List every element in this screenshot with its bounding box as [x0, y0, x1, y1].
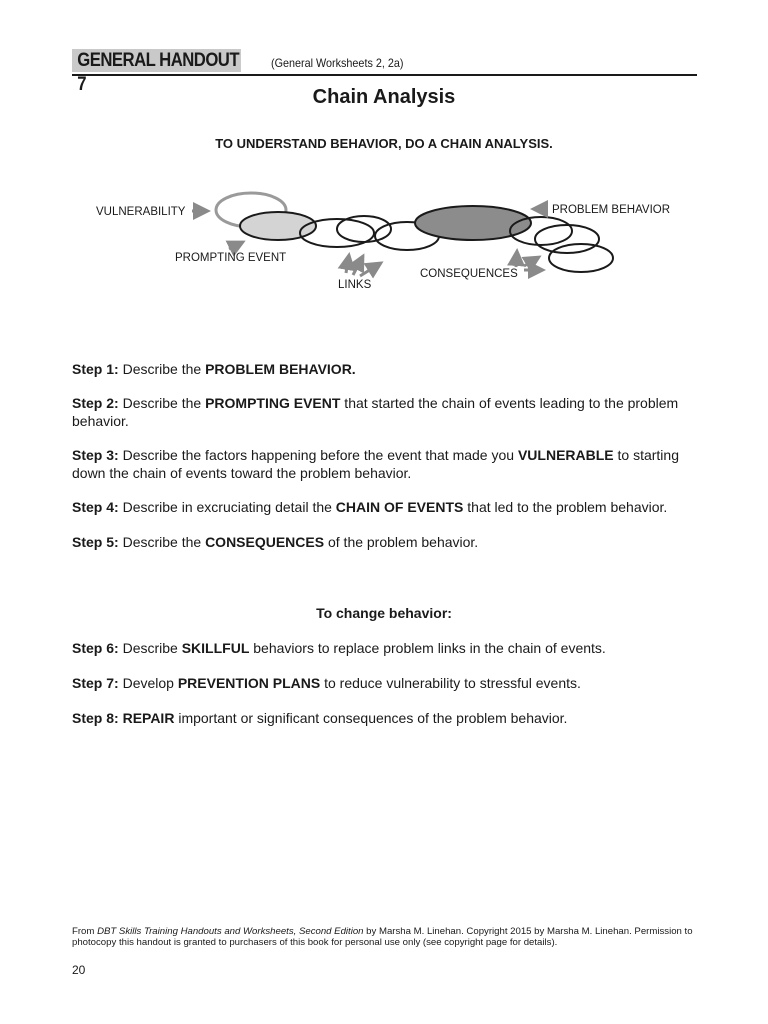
step-8: [72, 709, 702, 727]
step-text: Describe the: [118, 361, 206, 377]
step-text: of the problem behavior.: [324, 534, 479, 550]
step-1: [72, 360, 702, 378]
step-keyword: PROMPTING EVENT: [205, 395, 341, 411]
footer-text: by Marsha M. Linehan. Copyright 2015 by Marsha M. Linehan. Permission to photocopy this handout is granted to purchasers of this book for personal use only (see copyright page for details).: [72, 926, 693, 948]
page-subtitle: TO UNDERSTAND BEHAVIOR, DO A CHAIN ANALYSIS.: [215, 136, 553, 151]
step-label: Step 6:: [72, 640, 119, 656]
problem-behavior-ring: [415, 206, 531, 240]
links-label: LINKS: [338, 279, 372, 291]
step-label: Step 5:: [72, 534, 119, 550]
step-text: to reduce vulnerability to stressful events.: [320, 675, 581, 691]
links-arrow-2: [353, 256, 363, 275]
step-text: important or significant consequences of the problem behavior.: [174, 710, 568, 726]
handout-number: GENERAL HANDOUT 7: [72, 49, 241, 72]
page-number: 20: [72, 963, 86, 977]
step-keyword: PREVENTION PLANS: [177, 675, 321, 691]
step-5: [72, 533, 702, 551]
change-behavior-heading: To change behavior:: [316, 605, 452, 621]
step-keyword: SKILLFUL: [181, 640, 250, 656]
step-3: [72, 446, 702, 482]
copyright-footer: [72, 926, 702, 948]
step-text: Develop: [118, 675, 178, 691]
step-4: [72, 498, 702, 516]
step-6: [72, 639, 702, 657]
step-text: behaviors to replace problem links in the chain of events.: [249, 640, 606, 656]
page-title: Chain Analysis: [312, 86, 456, 108]
consequence-ring-3: [549, 244, 613, 272]
step-text: Describe the: [118, 395, 206, 411]
chain-diagram: [0, 180, 768, 300]
link-ring-2: [337, 216, 391, 242]
links-arrow-1: [346, 255, 349, 273]
step-label: Step 4:: [72, 499, 119, 515]
step-text: Describe in excruciating detail the: [118, 499, 336, 515]
step-label: Step 7:: [72, 675, 119, 691]
consequences-arrow-2: [524, 257, 539, 266]
step-keyword: CHAIN OF EVENTS: [335, 499, 464, 515]
links-arrow-3: [360, 263, 381, 276]
book-title: DBT Skills Training Handouts and Worksheets, Second Edition: [97, 926, 364, 937]
handout-header: [72, 49, 697, 95]
step-keyword: PROBLEM BEHAVIOR.: [205, 361, 356, 377]
problem-behavior-label: PROBLEM BEHAVIOR: [552, 204, 671, 216]
footer-text: From: [72, 926, 98, 937]
step-keyword: REPAIR: [122, 710, 175, 726]
step-label: Step 3:: [72, 447, 119, 463]
step-text: that started the chain of events leading to the problem behavior.: [72, 395, 679, 429]
step-label: Step 1:: [72, 361, 119, 377]
step-text: Describe the factors happening before the event that made you: [118, 447, 518, 463]
step-text: that led to the problem behavior.: [463, 499, 668, 515]
consequences-label: CONSEQUENCES: [420, 268, 518, 280]
step-keyword: CONSEQUENCES: [205, 534, 325, 550]
consequences-arrow-1: [516, 251, 517, 267]
vulnerability-label: VULNERABILITY: [96, 206, 186, 218]
step-label: Step 8:: [72, 710, 119, 726]
step-7: [72, 674, 702, 692]
step-text: Describe the: [118, 534, 206, 550]
step-text: to starting down the chain of events toward the problem behavior.: [72, 447, 679, 481]
step-text: Describe: [118, 640, 182, 656]
prompting-event-label: PROMPTING EVENT: [175, 252, 287, 264]
step-label: Step 2:: [72, 395, 119, 411]
worksheet-reference: (General Worksheets 2, 2a): [271, 56, 404, 70]
step-2: [72, 394, 702, 430]
prompting-event-arrow: [229, 242, 243, 249]
step-keyword: VULNERABLE: [517, 447, 614, 463]
